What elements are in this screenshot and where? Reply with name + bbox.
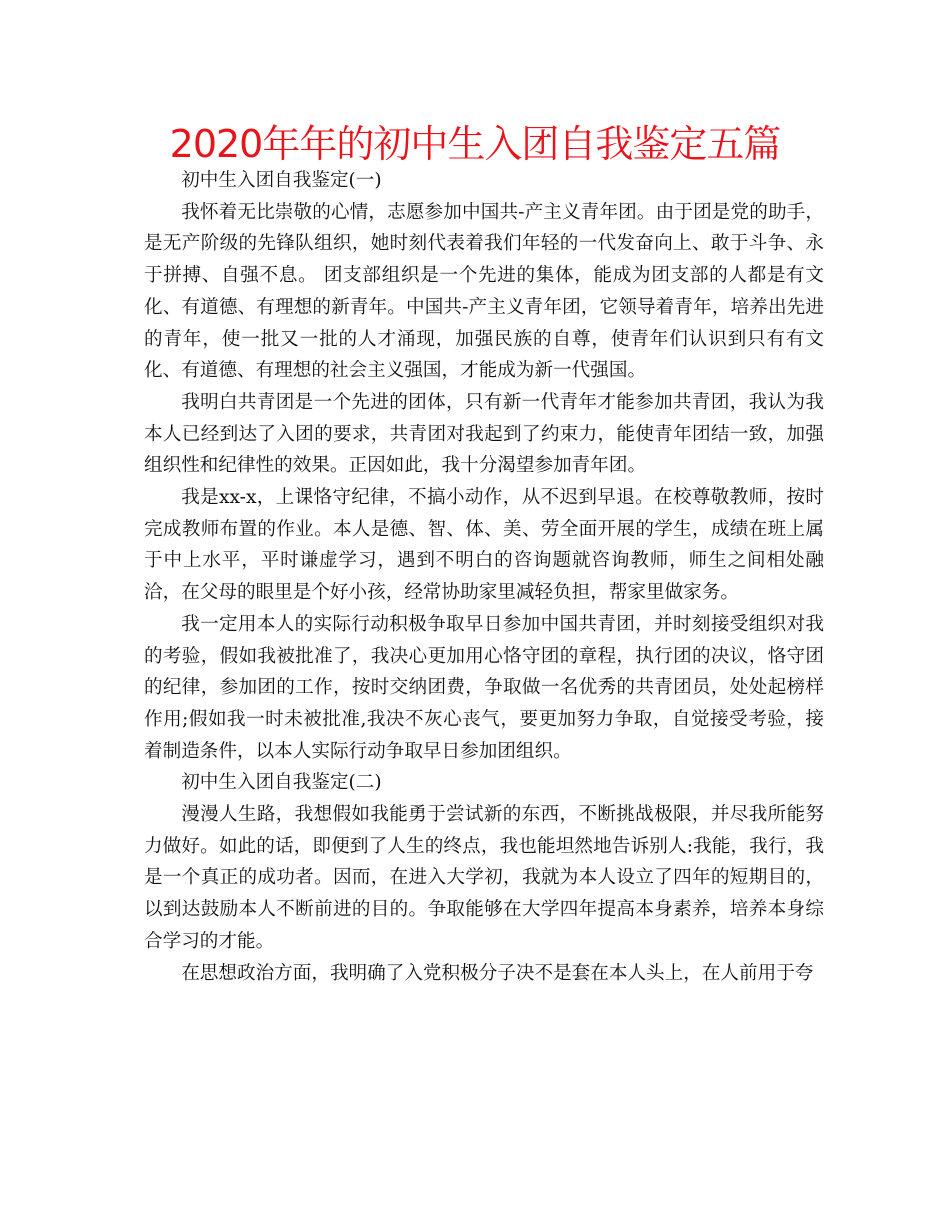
paragraph: 我一定用本人的实际行动积极争取早日参加中国共青团，并时刻接受组织对我的考验，假如我被批准了，我决心更加用心恪守团的章程，执行团的决议，恪守团的纪律，参加团的工作，按时交纳团费，争取做一名优秀的共青团员，处处起榜样作用;假如我一时未被批准,我决不灰心丧气，要更加努力争取，自觉接受考验，接着制造条件，以本人实际行动争取早日参加团组织。 xyxy=(144,613,824,762)
paragraph: 漫漫人生路，我想假如我能勇于尝试新的东西，不断挑战极限，并尽我所能努力做好。如此的话，即便到了人生的终点，我也能坦然地告诉别人:我能，我行，我是一个真正的成功者。因而，在进入大学初，我就为本人设立了四年的短期目的，以到达鼓励本人不断前进的目的。争取能够在大学四年提高本身素养，培养本身综合学习的才能。 xyxy=(144,804,824,952)
section-heading-2: 初中生入团自我鉴定(二) xyxy=(181,772,382,794)
document-body xyxy=(144,165,824,989)
paragraph: 我是xx-x，上课恪守纪律，不搞小动作，从不迟到早退。在校尊敬教师，按时完成教师布置的作业。本人是德、智、体、美、劳全面开展的学生，成绩在班上属于中上水平，平时谦虚学习，遇到不明白的咨询题就咨询教师，师生之间相处融洽，在父母的眼里是个好小孩，经常协助家里减轻负担，帮家里做家务。 xyxy=(144,487,824,604)
paragraph: 我明白共青团是一个先进的团体，只有新一代青年才能参加共青团，我认为我本人已经到达了入团的要求，共青团对我起到了约束力，能使青年团结一致，加强组织性和纪律性的效果。正因如此，我十分渴望参加青年团。 xyxy=(144,391,824,477)
section-heading-1: 初中生入团自我鉴定(一) xyxy=(181,170,382,191)
paragraph: 我怀着无比崇敬的心情，志愿参加中国共-产主义青年团。由于团是党的助手，是无产阶级的先锋队组织，她时刻代表着我们年轻的一代发奋向上、敢于斗争、永于拼搏、自强不息。 团支部组织是一个先进的集体，能成为团支部的人都是有文化、有道德、有理想的新青年。中国共-产主义青年团，它领导着青年，培养出先进的青年，使一批又一批的人才涌现，加强民族的自尊，使青年们认识到只有有文化、有道德、有理想的社会主义强国，才能成为新一代强国。 xyxy=(144,201,824,382)
document-title: 2020年年的初中生入团自我鉴定五篇 xyxy=(169,122,781,166)
paragraph: 在思想政治方面，我明确了入党积极分子决不是套在本人头上，在人前用于夸 xyxy=(181,962,814,984)
